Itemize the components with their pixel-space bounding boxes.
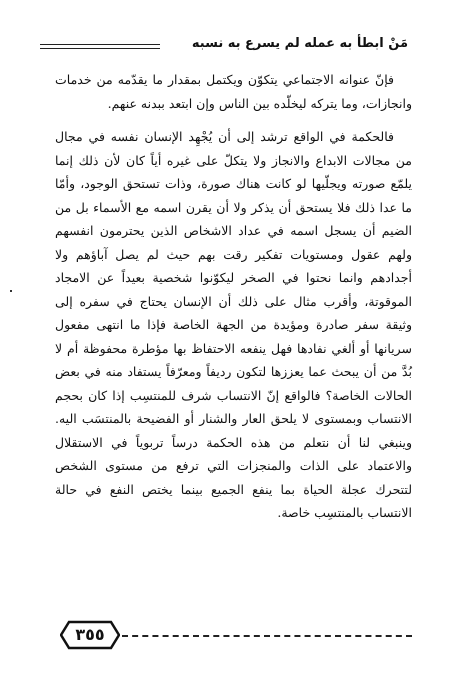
footer-dashed-rule: [122, 635, 412, 637]
page-number-badge: [60, 620, 120, 650]
running-header: [40, 36, 408, 60]
page-footer: [60, 620, 412, 652]
paragraph-wisdom: فالحكمة في الواقع ترشد إلى أن يُجْهِد الإنسان نفسه في مجال من مجالات الابداع والانجاز ولا يتكلّ على غيره أياً كان لأن ذلك إنما يلمّع صورته ويجلّيها لو كانت هناك صورة، وذات تستحق الوجود، وأمّا ما عدا ذلك فلا يستحق أن يذكر ولا أن يقرن اسمه مع الأسماء بل من الضيم أن يسجل اسمه في عداد الاشخاص الذين يحترمون انفسهم ولهم عقول ومستويات تفكير رقت بهم حيث لم يصل آباؤهم ولا أجدادهم وانما نحتوا في الصخر ليكوّنوا شخصية بعيداً عن الامجاد الموقوتة، وأقرب مثال على ذلك أن الإنسان يحتاج في سفره إلى وثيقة سفر صادرة ومؤيدة من الجهة الخاصة فإذا ما انتهى مفعول سريانها أو ألغي نفادها فهل ينفعه الاحتفاظ بها مؤطرة محفوظة أم لا بُدَّ من أن يبحث عما يعززها لتكون رديفاً ومعرّفاً يستفاد منه في بعض الحالات الخاصة؟ فالواقع إنّ الانتساب شرف للمنتسِب إذا كان بحجم الانتساب وبمستوى لا يلحق العار والشنار أو الفضيحة بالمنتسَب اليه. وينبغي لنا أن نتعلم من هذه الحكمة درساً تربوياً في الاستقلال والاعتماد على الذات والمنجزات التي ترفع من مستوى الشخص لتتحرك عجلة الحياة بما ينفع الجميع بينما يختص النفع في حالة الانتساب بالمنتسِب خاصة.: [55, 129, 412, 520]
page-number: ٣٥٥: [75, 625, 105, 644]
margin-speck: [10, 290, 12, 292]
header-rule: [40, 44, 160, 49]
paragraph-continued: فإنّ عنوانه الاجتماعي يتكوّن ويكتمل بمقدار ما يقدّمه من خدمات وانجازات، وما يتركه ليخلّده بين الناس وإن ابتعد ببدنه عنهم.: [55, 72, 412, 111]
body-text: [55, 68, 412, 525]
header-title: مَنْ ابطأ به عمله لم يسرع به نسبه: [191, 36, 408, 51]
